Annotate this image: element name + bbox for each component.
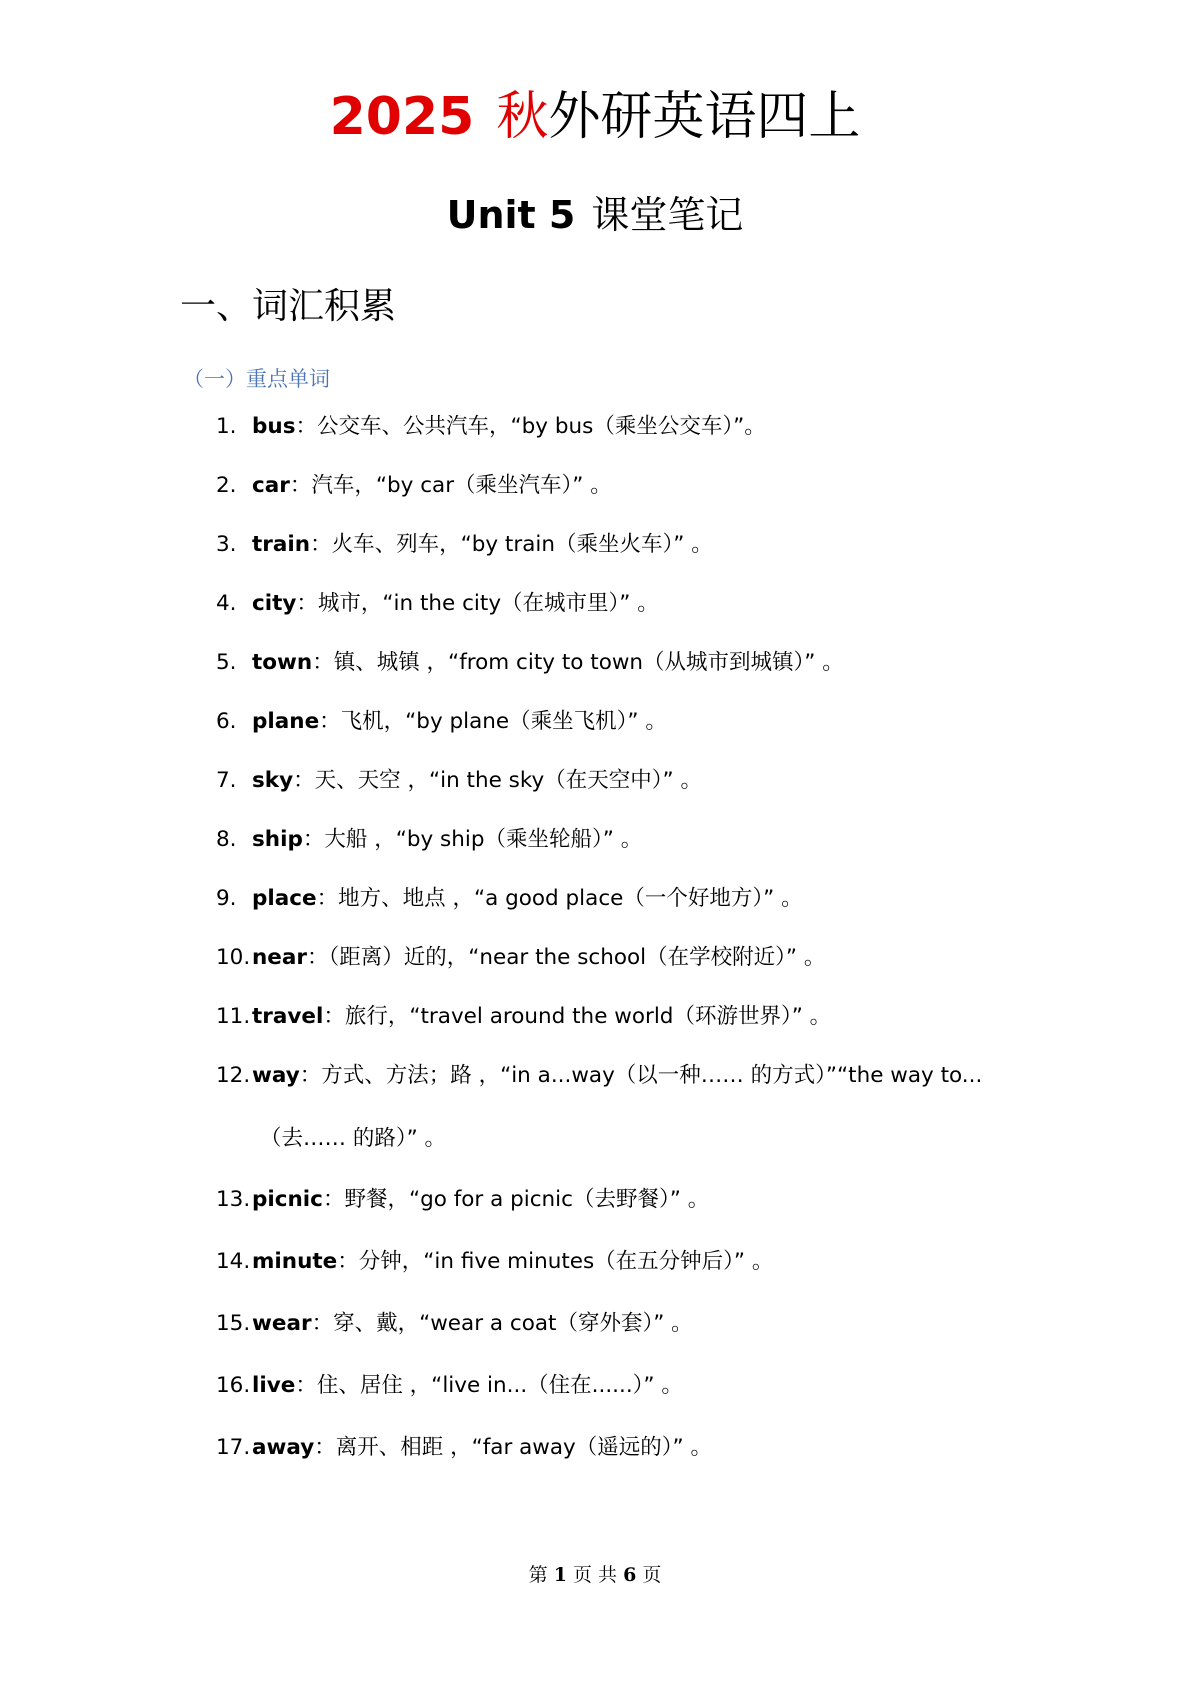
vocab-word: way [252,1063,300,1088]
vocab-word: away [252,1435,315,1460]
vocab-word: place [252,886,317,911]
vocab-word: live [252,1373,296,1398]
title-season: 秋 [496,87,549,147]
vocab-word: picnic [252,1187,323,1212]
vocab-item [216,412,1046,442]
subtitle-notes: 课堂笔记 [591,193,744,237]
vocab-number: 3. [216,532,237,557]
vocab-definition: ：火车、列车，“by train（乘坐火车）” 。 [310,532,713,557]
vocab-item [216,1433,1046,1463]
vocab-item [216,884,1046,914]
vocab-definition: ：（距离）近的，“near the school（在学校附近）” 。 [307,945,826,970]
vocab-definition: ：天、天空 ，“in the sky（在天空中）” 。 [293,768,702,793]
vocab-item [216,1247,1046,1277]
footer-suffix: 页 [642,1564,662,1586]
vocab-item [216,825,1046,855]
vocab-definition: ：分钟，“in five minutes（在五分钟后）” 。 [337,1249,774,1274]
vocab-number: 17. [216,1435,251,1460]
vocab-definition: ：野餐，“go for a picnic（去野餐）” 。 [322,1187,710,1212]
document-subtitle [0,188,1190,242]
vocab-word: town [252,650,313,675]
vocab-number: 4. [216,591,237,616]
vocab-word: near [252,945,307,970]
vocab-definition: ：住、居住 ，“live in...（住在......）” 。 [295,1373,683,1398]
vocab-item [216,1061,1046,1154]
vocab-number: 9. [216,886,237,911]
vocab-definition: ：旅行，“travel around the world（环游世界）” 。 [323,1004,832,1029]
vocab-number: 12. [216,1063,251,1088]
vocab-number: 8. [216,827,237,852]
vocab-number: 2. [216,473,237,498]
vocab-number: 5. [216,650,237,675]
vocab-definition: ：飞机，“by plane（乘坐飞机）” 。 [319,709,667,734]
footer-total-pages: 6 [623,1564,637,1586]
vocab-definition: ：大船 ，“by ship（乘坐轮船）” 。 [302,827,643,852]
vocab-item [216,471,1046,501]
vocab-item [216,1002,1046,1032]
vocab-word: travel [252,1004,324,1029]
vocab-number: 6. [216,709,237,734]
vocab-item [216,766,1046,796]
vocab-definition-continued: （去…… 的路）” 。 [260,1126,447,1151]
vocab-number: 15. [216,1311,251,1336]
vocab-item [216,530,1046,560]
vocab-number: 11. [216,1004,251,1029]
vocab-word: plane [252,709,320,734]
vocab-word: wear [252,1311,312,1336]
subtitle-unit: Unit 5 [446,193,576,237]
vocab-word: car [252,473,290,498]
section-heading: 一、词汇积累 [180,286,397,327]
vocab-item [216,589,1046,619]
footer-mid: 页 共 [572,1564,618,1586]
vocab-definition: ：地方、地点 ，“a good place（一个好地方）” 。 [316,886,803,911]
page-footer [0,1560,1190,1590]
footer-prefix: 第 [528,1564,548,1586]
vocab-word: train [252,532,311,557]
vocab-item [216,1185,1046,1215]
vocab-number: 14. [216,1249,251,1274]
vocab-definition: ：城市，“in the city（在城市里）” 。 [296,591,659,616]
vocab-item [216,648,1046,678]
vocab-number: 1. [216,414,237,439]
vocab-word: sky [252,768,294,793]
subsection-heading: （一）重点单词 [183,367,330,391]
vocab-item [216,1309,1046,1339]
footer-page-number: 1 [553,1564,567,1586]
vocab-word: city [252,591,297,616]
vocab-word: ship [252,827,303,852]
vocab-definition: ：镇、城镇 ，“from city to town（从城市到城镇）” 。 [312,650,844,675]
vocab-number: 7. [216,768,237,793]
vocab-definition: ：汽车，“by car（乘坐汽车）” 。 [289,473,612,498]
vocab-item [216,943,1046,973]
title-course: 外研英语四上 [548,87,861,147]
vocab-definition: ：公交车、公共汽车，“by bus（乘坐公交车）”。 [295,414,766,439]
vocab-number: 10. [216,945,251,970]
vocab-number: 16. [216,1373,251,1398]
vocab-word: bus [252,414,296,439]
document-title [0,82,1190,152]
vocab-word: minute [252,1249,338,1274]
vocab-definition: ：离开、相距 ，“far away（遥远的）” 。 [314,1435,713,1460]
title-year: 2025 [329,87,475,147]
vocab-number: 13. [216,1187,251,1212]
vocab-item [216,1371,1046,1401]
vocab-definition: ：穿、戴，“wear a coat（穿外套）” 。 [311,1311,693,1336]
vocab-definition: ：方式、方法；路 ，“in a...way（以一种…… 的方式）”“the way to... [299,1063,983,1088]
vocab-item [216,707,1046,737]
